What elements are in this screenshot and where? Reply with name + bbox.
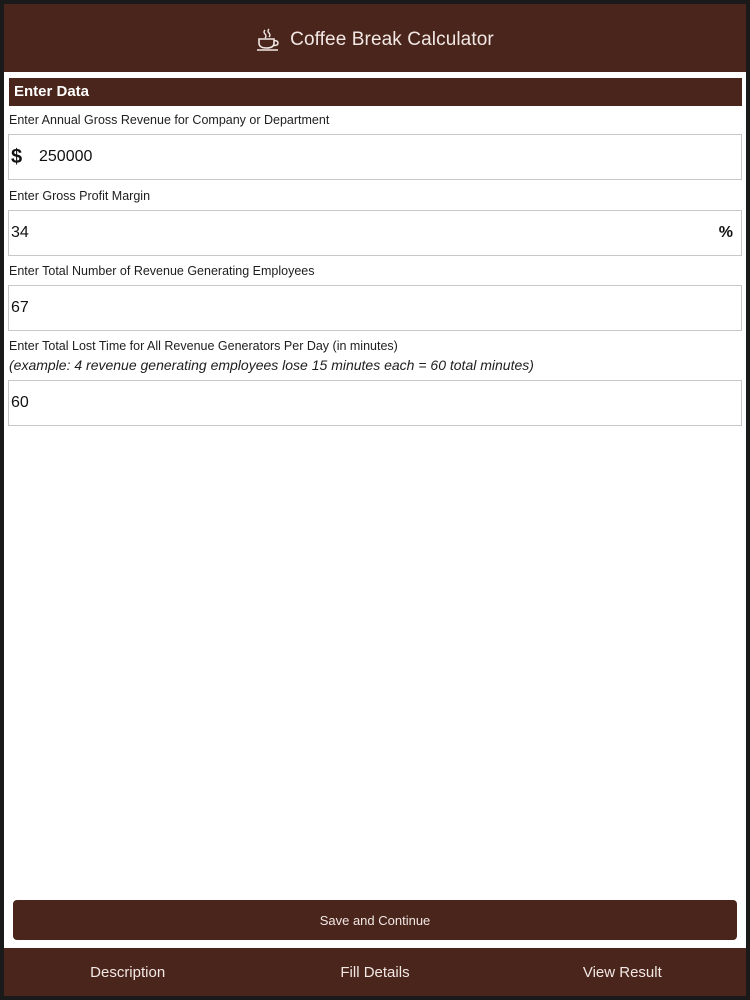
revenue-label: Enter Annual Gross Revenue for Company or Department	[9, 113, 330, 127]
section-header-enter-data: Enter Data	[9, 78, 742, 106]
lost-time-field[interactable]	[8, 380, 742, 426]
tab-fill-details[interactable]: Fill Details	[340, 963, 410, 981]
employees-label: Enter Total Number of Revenue Generating Employees	[9, 264, 315, 278]
save-and-continue-button[interactable]: Save and Continue	[13, 900, 737, 940]
percent-suffix: %	[718, 224, 733, 241]
margin-input-value[interactable]: 34	[11, 224, 29, 241]
tab-description[interactable]: Description	[90, 963, 166, 981]
revenue-field[interactable]	[8, 134, 742, 180]
tab-view-result[interactable]: View Result	[582, 963, 662, 981]
dollar-prefix: $	[11, 145, 23, 168]
lost-time-label: Enter Total Lost Time for All Revenue Generators Per Day (in minutes)	[9, 339, 398, 353]
margin-label: Enter Gross Profit Margin	[9, 189, 151, 203]
nav-bar	[4, 4, 746, 72]
bottom-tab-bar	[4, 948, 746, 996]
lost-time-hint: (example: 4 revenue generating employees lose 15 minutes each = 60 total minutes)	[9, 357, 534, 373]
revenue-input-value[interactable]: 250000	[39, 148, 93, 165]
page-title: Coffee Break Calculator	[290, 29, 494, 50]
app-screen	[4, 4, 746, 996]
coffee-cup-icon	[256, 28, 282, 52]
employees-field[interactable]	[8, 285, 742, 331]
nav-title-group	[256, 28, 494, 52]
employees-input-value[interactable]: 67	[11, 299, 29, 316]
lost-time-input-value[interactable]: 60	[11, 394, 29, 411]
margin-field[interactable]	[8, 210, 742, 256]
